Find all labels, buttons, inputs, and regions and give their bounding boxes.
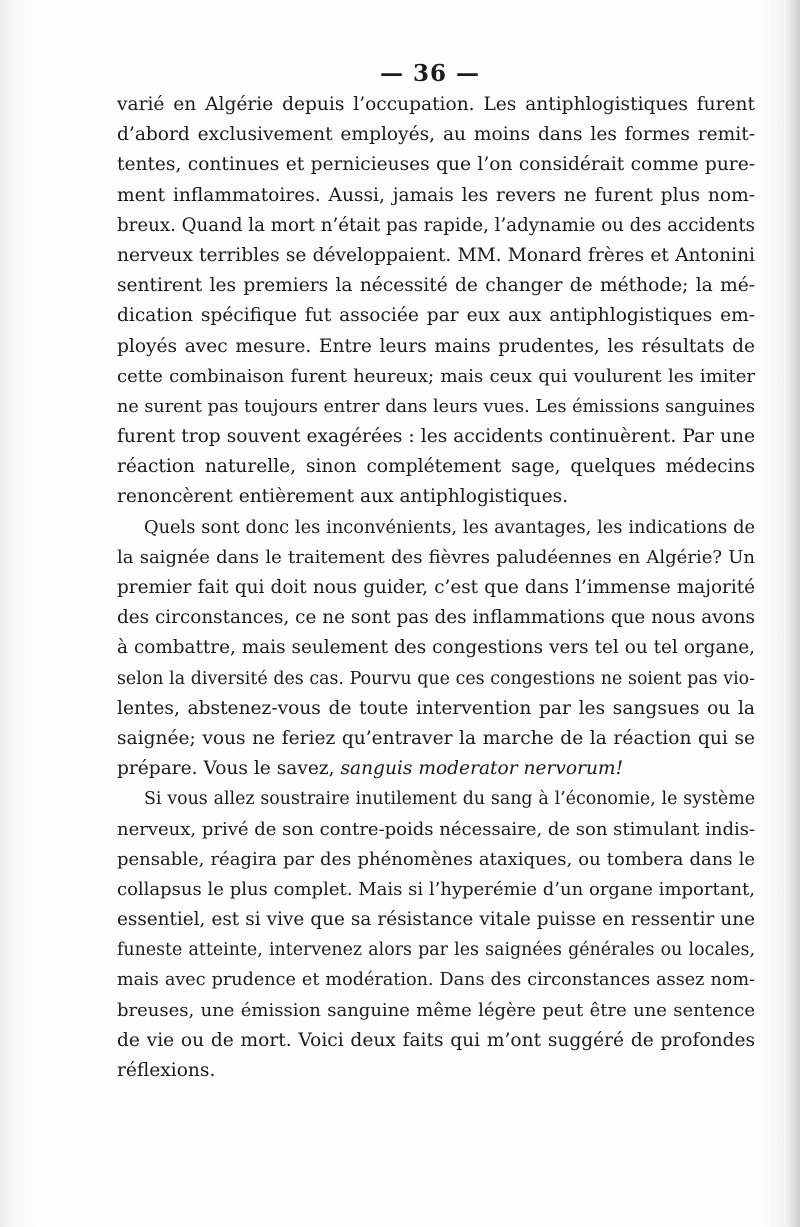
text-line: à combattre, mais seulement des congestions vers tel ou tel organe, bbox=[117, 637, 755, 659]
text-line: renoncèrent entièrement aux antiphlogistiques. bbox=[117, 486, 569, 508]
text-line: sentirent les premiers la nécessité de changer de méthode; la mé- bbox=[117, 275, 755, 297]
text-line: selon la diversité des cas. Pourvu que ces congestions ne soient pas vio- bbox=[117, 668, 755, 689]
text-line: breuses, une émission sanguine même légère peut être une sentence bbox=[117, 999, 755, 1021]
text-line: cette combinaison furent heureux; mais ceux qui voulurent les imiter bbox=[117, 365, 755, 387]
text-line: réflexions. bbox=[117, 1060, 216, 1081]
text-line: ment inflammatoires. Aussi, jamais les revers ne furent plus nom- bbox=[117, 184, 755, 206]
text-line bbox=[117, 754, 755, 784]
text-line: collapsus le plus complet. Mais si l’hyperémie d’un organe important, bbox=[117, 878, 755, 900]
text-line: d’abord exclusivement employés, au moins dans les formes remit- bbox=[117, 124, 755, 146]
text-line: premier fait qui doit nous guider, c’est que dans l’immense majorité bbox=[117, 577, 755, 598]
body-text bbox=[117, 90, 755, 1086]
text-line: réaction naturelle, sinon complétement sage, quelques médecins bbox=[117, 456, 755, 478]
text-line: tentes, continues et pernicieuses que l’on considérait comme pure- bbox=[117, 154, 755, 176]
text-line: des circonstances, ce ne sont pas des inflammations que nous avons bbox=[117, 607, 755, 629]
text-line: nerveux terribles se développaient. MM. Monard frères et Antonini bbox=[117, 244, 755, 266]
text-line: ployés avec mesure. Entre leurs mains prudentes, les résultats de bbox=[117, 335, 755, 357]
text-line: furent trop souvent exagérées : les accidents continuèrent. Par une bbox=[117, 426, 755, 448]
text-line: Quels sont donc les inconvénients, les avantages, les indications de bbox=[144, 516, 755, 538]
text-line: de vie ou de mort. Voici deux faits qui m’ont suggéré de profondes bbox=[117, 1029, 755, 1051]
text-line: funeste atteinte, intervenez alors par les saignées générales ou locales, bbox=[117, 940, 755, 961]
text-line: varié en Algérie depuis l’occupation. Les antiphlogistiques furent bbox=[117, 94, 755, 115]
text-line: saignée; vous ne feriez qu’entraver la marche de la réaction qui se bbox=[117, 727, 755, 749]
text-line: nerveux, privé de son contre-poids nécessaire, de son stimulant indis- bbox=[117, 818, 755, 840]
text-line: breux. Quand la mort n’était pas rapide, l’adynamie ou des accidents bbox=[117, 214, 755, 236]
text-line: dication spécifique fut associée par eux aux antiphlogistiques em- bbox=[117, 305, 755, 327]
text-line: Si vous allez soustraire inutilement du sang à l’économie, le système bbox=[144, 789, 755, 810]
text-line: mais avec prudence et modération. Dans des circonstances assez nom- bbox=[117, 970, 755, 991]
text-line: pensable, réagira par des phénomènes ataxiques, ou tombera dans le bbox=[117, 848, 755, 870]
page-number: — 36 — bbox=[379, 60, 481, 87]
text-line-prefix: prépare. Vous le savez, bbox=[117, 758, 341, 780]
latin-quote: sanguis moderator nervorum! bbox=[340, 758, 624, 780]
text-line: la saignée dans le traitement des fièvres paludéennes en Algérie? Un bbox=[117, 546, 755, 568]
text-line: ne surent pas toujours entrer dans leurs vues. Les émissions sanguines bbox=[117, 396, 755, 417]
text-line: essentiel, est si vive que sa résistance vitale puisse en ressentir une bbox=[117, 909, 755, 931]
text-line: lentes, abstenez-vous de toute intervention par les sangsues ou la bbox=[117, 697, 755, 719]
